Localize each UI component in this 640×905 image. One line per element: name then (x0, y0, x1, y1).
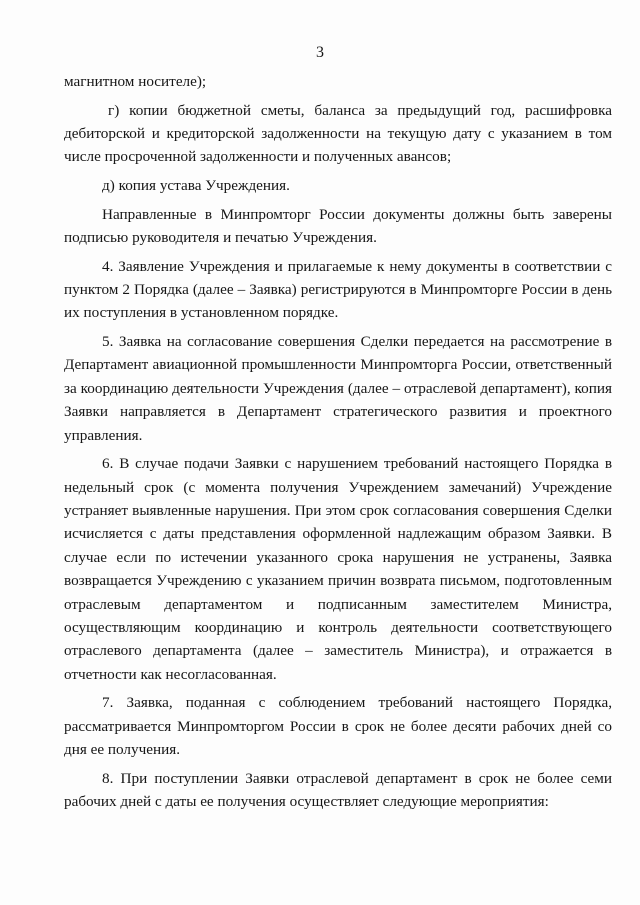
paragraph-7: 7. Заявка, поданная с соблюдением требований настоящего Порядка, рассматривается Минпромторгом России в срок не более десяти рабочих дней со дня ее получения. (64, 694, 612, 759)
paragraph-6: 6. В случае подачи Заявки с нарушением требований настоящего Порядка в недельный срок (с момента получения Учреждением замечаний) Учреждение устраняет выявленные нарушения. При этом срок согласования совершения Сделки исчисляется с даты представления оформленной надлежащим образом Заявки. В случае если по истечении указанного срока нарушения не устранены, Заявка возвращается Учреждению с указанием причин возврата письмом, подготовленным отраслевым департаментом и подписанным заместителем Министра, осуществляющим координацию и контроль деятельности соответствующего отраслевого департамента (далее – заместитель Министра), и отражается в отчетности как несогласованная. (64, 455, 612, 683)
paragraph-certification: Направленные в Минпромторг России документы должны быть заверены подписью руководителя и печатью Учреждения. (64, 205, 612, 246)
paragraph-item-g: г) копии бюджетной сметы, баланса за предыдущий год, расшифровка дебиторской и кредиторской задолженности на текущую дату с указанием в том числе просроченной задолженности и полученных авансов; (64, 101, 612, 166)
paragraph-5: 5. Заявка на согласование совершения Сделки передается на рассмотрение в Департамент авиационной промышленности Минпромторга России, ответственный за координацию деятельности Учреждения (далее – отраслевой департамент), копия Заявки направляется в Департамент стратегического развития и проектного управления. (64, 333, 612, 444)
paragraph-4: 4. Заявление Учреждения и прилагаемые к нему документы в соответствии с пунктом 2 Порядка (далее – Заявка) регистрируются в Минпромторге России в день их поступления в установленном порядке. (64, 257, 612, 322)
paragraph-continuation: магнитном носителе); (64, 73, 207, 90)
paragraph-8: 8. При поступлении Заявки отраслевой департамент в срок не более семи рабочих дней с даты ее получения осуществляет следующие мероприятия: (64, 769, 612, 811)
paragraph-item-d: д) копия устава Учреждения. (102, 177, 290, 194)
document-body (64, 70, 612, 819)
page-number: 3 (316, 44, 324, 61)
